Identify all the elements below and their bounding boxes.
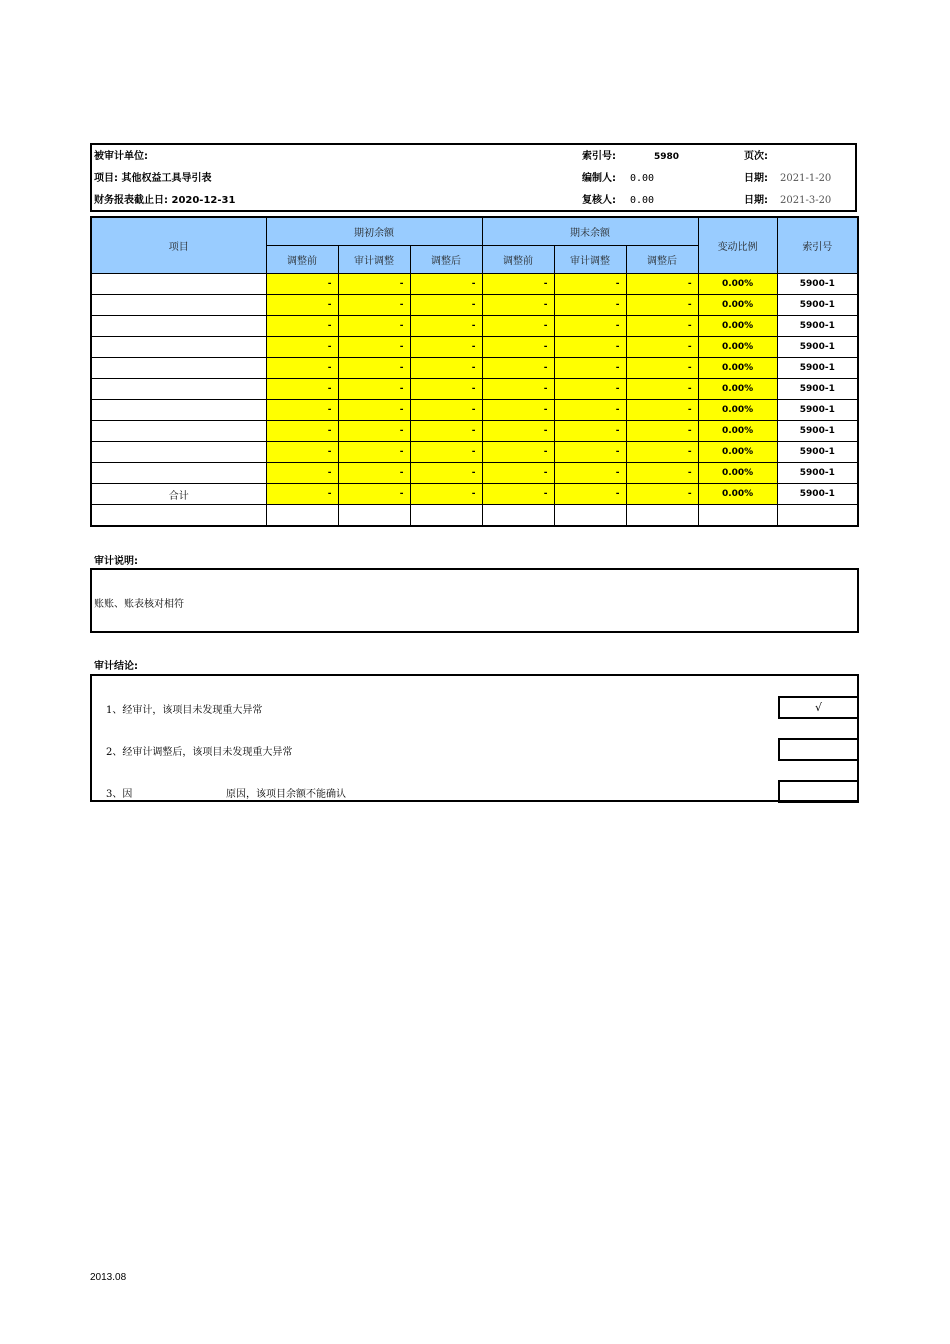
amount-cell[interactable]: -: [410, 358, 482, 379]
reviewer-value: 0.00: [630, 195, 655, 206]
row-item-cell[interactable]: [91, 295, 266, 316]
amount-cell[interactable]: -: [338, 400, 410, 421]
row-item-cell[interactable]: [91, 442, 266, 463]
row-item-cell[interactable]: [91, 274, 266, 295]
amount-cell[interactable]: -: [338, 421, 410, 442]
amount-cell[interactable]: -: [482, 316, 554, 337]
col-header-index: 索引号: [777, 217, 858, 274]
col-header-change-ratio: 变动比例: [698, 217, 777, 274]
amount-cell[interactable]: -: [410, 379, 482, 400]
amount-cell[interactable]: -: [626, 484, 698, 505]
header-block: [90, 143, 857, 212]
amount-cell[interactable]: -: [626, 463, 698, 484]
amount-cell[interactable]: -: [266, 421, 338, 442]
table-row: [91, 379, 858, 400]
amount-cell[interactable]: -: [626, 379, 698, 400]
change-ratio-cell: 0.00%: [698, 316, 777, 337]
amount-cell[interactable]: -: [338, 442, 410, 463]
audited-unit-label: 被审计单位:: [94, 151, 148, 162]
amount-cell[interactable]: -: [338, 295, 410, 316]
group-header-opening: 期初余额: [266, 217, 482, 246]
amount-cell[interactable]: -: [338, 337, 410, 358]
amount-cell[interactable]: -: [338, 463, 410, 484]
sub-header-closing-before: 调整前: [482, 246, 554, 274]
change-ratio-cell: 0.00%: [698, 421, 777, 442]
amount-cell[interactable]: -: [626, 358, 698, 379]
change-ratio-cell: 0.00%: [698, 379, 777, 400]
row-item-cell[interactable]: [91, 463, 266, 484]
amount-cell[interactable]: -: [482, 274, 554, 295]
amount-cell[interactable]: -: [482, 400, 554, 421]
amount-cell[interactable]: -: [482, 484, 554, 505]
index-cell[interactable]: 5900-1: [777, 400, 858, 421]
amount-cell[interactable]: -: [338, 316, 410, 337]
conclusion-item-2: 2、经审计调整后，该项目未发现重大异常: [106, 747, 293, 758]
amount-cell[interactable]: -: [626, 337, 698, 358]
amount-cell[interactable]: -: [554, 421, 626, 442]
empty-cell[interactable]: [338, 505, 410, 527]
lead-schedule-table: [90, 216, 859, 527]
amount-cell[interactable]: -: [554, 379, 626, 400]
index-cell[interactable]: 5900-1: [777, 358, 858, 379]
change-ratio-cell: 0.00%: [698, 463, 777, 484]
sub-header-closing-after: 调整后: [626, 246, 698, 274]
date-label-2: 日期:: [744, 195, 768, 206]
sub-header-opening-before: 调整前: [266, 246, 338, 274]
index-cell[interactable]: 5900-1: [777, 484, 858, 505]
amount-cell[interactable]: -: [266, 463, 338, 484]
audit-conclusion-label: 审计结论:: [94, 661, 138, 672]
amount-cell[interactable]: -: [626, 295, 698, 316]
amount-cell[interactable]: -: [482, 295, 554, 316]
empty-cell[interactable]: [91, 505, 266, 527]
table-row: [91, 442, 858, 463]
date-value-1: 2021-1-20: [780, 173, 832, 184]
audit-description-text: 账账、账表核对相符: [94, 599, 184, 610]
amount-cell[interactable]: -: [554, 442, 626, 463]
index-cell[interactable]: 5900-1: [777, 421, 858, 442]
amount-cell[interactable]: -: [482, 358, 554, 379]
empty-cell[interactable]: [698, 505, 777, 527]
conclusion-item-3-prefix: 3、因: [106, 789, 133, 800]
index-cell[interactable]: 5900-1: [777, 337, 858, 358]
version-footer: 2013.08: [90, 1272, 127, 1283]
table-row: [91, 484, 858, 505]
change-ratio-cell: 0.00%: [698, 400, 777, 421]
change-ratio-cell: 0.00%: [698, 274, 777, 295]
date-value-2: 2021-3-20: [780, 195, 832, 206]
sub-header-opening-audit-adj: 审计调整: [338, 246, 410, 274]
amount-cell[interactable]: -: [626, 400, 698, 421]
amount-cell[interactable]: -: [626, 316, 698, 337]
sub-header-closing-audit-adj: 审计调整: [554, 246, 626, 274]
amount-cell[interactable]: -: [626, 421, 698, 442]
amount-cell[interactable]: -: [410, 421, 482, 442]
amount-cell[interactable]: -: [410, 442, 482, 463]
amount-cell[interactable]: -: [482, 379, 554, 400]
amount-cell[interactable]: -: [554, 274, 626, 295]
index-value: 5980: [654, 152, 680, 162]
date-label-1: 日期:: [744, 173, 768, 184]
amount-cell[interactable]: -: [554, 337, 626, 358]
row-item-cell[interactable]: 合计: [91, 484, 266, 505]
amount-cell[interactable]: -: [266, 400, 338, 421]
change-ratio-cell: 0.00%: [698, 337, 777, 358]
index-cell[interactable]: 5900-1: [777, 442, 858, 463]
amount-cell[interactable]: -: [266, 274, 338, 295]
cutoff-date-label: 财务报表截止日: 2020-12-31: [94, 195, 236, 206]
row-item-cell[interactable]: [91, 358, 266, 379]
index-cell[interactable]: 5900-1: [777, 379, 858, 400]
amount-cell[interactable]: -: [338, 379, 410, 400]
conclusion-item-3-suffix: 原因，该项目余额不能确认: [226, 789, 346, 800]
col-header-item: 项目: [91, 217, 266, 274]
table-row: [91, 400, 858, 421]
amount-cell[interactable]: -: [410, 484, 482, 505]
table-row-empty: [91, 505, 858, 527]
amount-cell[interactable]: -: [554, 295, 626, 316]
table-row: [91, 337, 858, 358]
table-row: [91, 316, 858, 337]
preparer-label: 编制人:: [582, 173, 616, 184]
amount-cell[interactable]: -: [338, 484, 410, 505]
row-item-cell[interactable]: [91, 400, 266, 421]
table-row: [91, 295, 858, 316]
preparer-value: 0.00: [630, 173, 655, 184]
index-cell[interactable]: 5900-1: [777, 463, 858, 484]
index-cell[interactable]: 5900-1: [777, 295, 858, 316]
audit-description-box: [90, 568, 859, 633]
amount-cell[interactable]: -: [410, 463, 482, 484]
row-item-cell[interactable]: [91, 421, 266, 442]
empty-cell[interactable]: [482, 505, 554, 527]
change-ratio-cell: 0.00%: [698, 442, 777, 463]
empty-cell[interactable]: [266, 505, 338, 527]
group-header-closing: 期末余额: [482, 217, 698, 246]
audit-description-label: 审计说明:: [94, 556, 138, 567]
table-row: [91, 358, 858, 379]
page-label: 页次:: [744, 151, 768, 162]
amount-cell[interactable]: -: [626, 274, 698, 295]
conclusion-checkbox-3[interactable]: [778, 780, 859, 803]
audit-conclusion-box: [90, 674, 859, 802]
amount-cell[interactable]: -: [410, 400, 482, 421]
amount-cell[interactable]: -: [266, 379, 338, 400]
conclusion-item-1: 1、经审计，该项目未发现重大异常: [106, 705, 263, 716]
row-item-cell[interactable]: [91, 316, 266, 337]
amount-cell[interactable]: -: [554, 358, 626, 379]
reviewer-label: 复核人:: [582, 195, 616, 206]
amount-cell[interactable]: -: [410, 337, 482, 358]
amount-cell[interactable]: -: [266, 358, 338, 379]
amount-cell[interactable]: -: [482, 442, 554, 463]
amount-cell[interactable]: -: [338, 274, 410, 295]
index-label: 索引号:: [582, 151, 616, 162]
index-cell[interactable]: 5900-1: [777, 316, 858, 337]
amount-cell[interactable]: -: [554, 484, 626, 505]
amount-cell[interactable]: -: [266, 484, 338, 505]
amount-cell[interactable]: -: [410, 295, 482, 316]
amount-cell[interactable]: -: [266, 442, 338, 463]
empty-cell[interactable]: [410, 505, 482, 527]
amount-cell[interactable]: -: [626, 442, 698, 463]
amount-cell[interactable]: -: [338, 358, 410, 379]
amount-cell[interactable]: -: [482, 337, 554, 358]
conclusion-checkbox-2[interactable]: [778, 738, 859, 761]
amount-cell[interactable]: -: [266, 295, 338, 316]
conclusion-checkbox-1[interactable]: √: [778, 696, 859, 719]
empty-cell[interactable]: [554, 505, 626, 527]
index-cell[interactable]: 5900-1: [777, 274, 858, 295]
change-ratio-cell: 0.00%: [698, 484, 777, 505]
amount-cell[interactable]: -: [266, 337, 338, 358]
project-label: 项目: 其他权益工具导引表: [94, 173, 212, 184]
change-ratio-cell: 0.00%: [698, 358, 777, 379]
row-item-cell[interactable]: [91, 379, 266, 400]
sub-header-opening-after: 调整后: [410, 246, 482, 274]
table-row: [91, 463, 858, 484]
amount-cell[interactable]: -: [410, 316, 482, 337]
change-ratio-cell: 0.00%: [698, 295, 777, 316]
amount-cell[interactable]: -: [266, 316, 338, 337]
amount-cell[interactable]: -: [410, 274, 482, 295]
empty-cell[interactable]: [777, 505, 858, 527]
amount-cell[interactable]: -: [482, 421, 554, 442]
row-item-cell[interactable]: [91, 337, 266, 358]
table-row: [91, 274, 858, 295]
amount-cell[interactable]: -: [482, 463, 554, 484]
table-row: [91, 421, 858, 442]
empty-cell[interactable]: [626, 505, 698, 527]
amount-cell[interactable]: -: [554, 400, 626, 421]
amount-cell[interactable]: -: [554, 316, 626, 337]
amount-cell[interactable]: -: [554, 463, 626, 484]
